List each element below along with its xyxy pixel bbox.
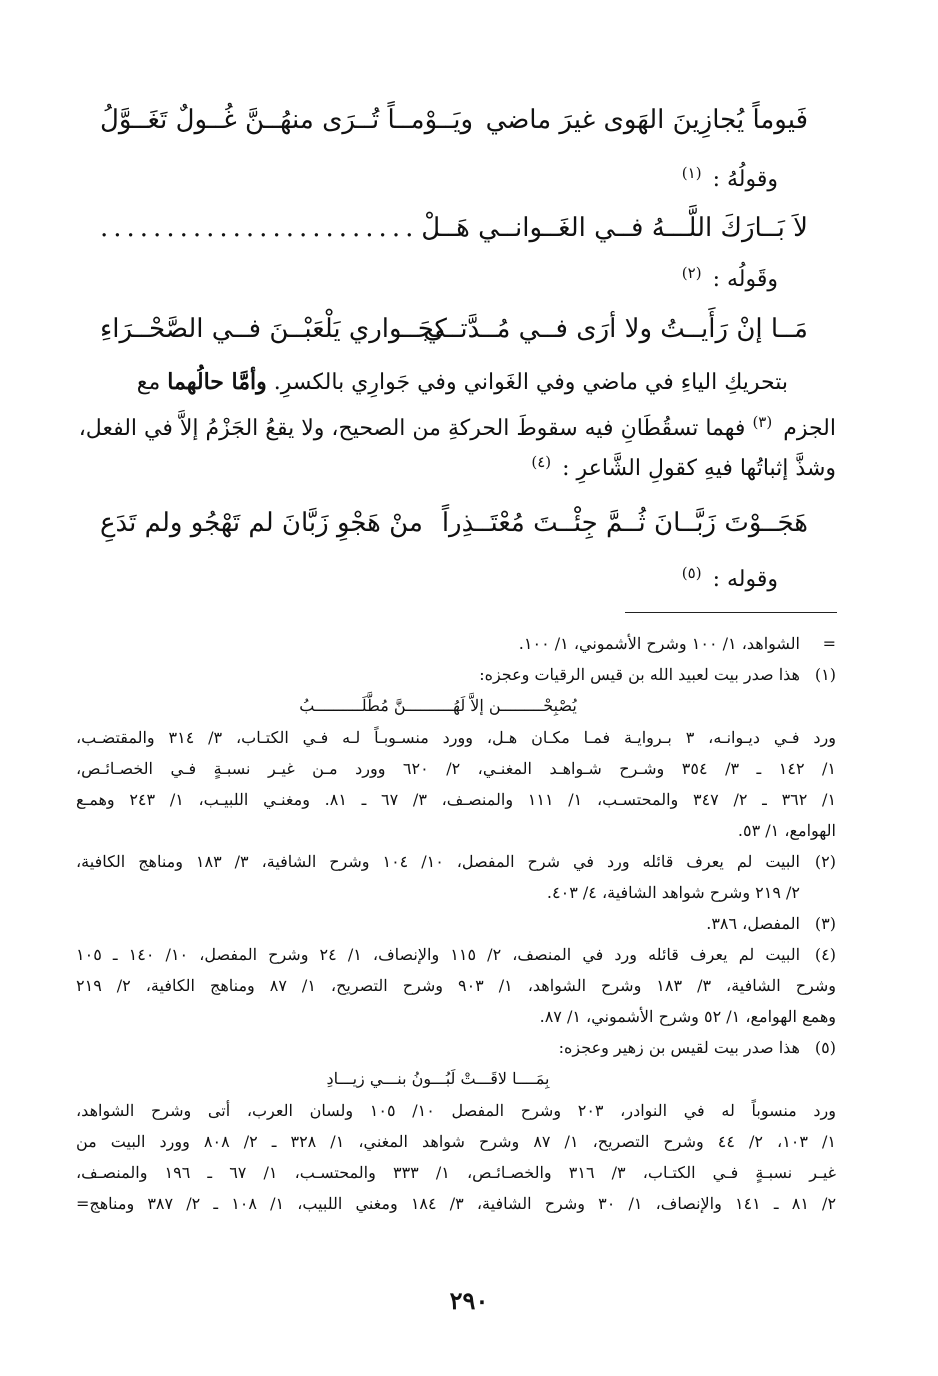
footnote-1-line: ١/ ٣٦٢ ـ ٢/ ٣٤٧ والمحتسـب، ١/ ١١١ والمنصـف، ٣/ ٦٧ ـ ٨١. ومغنـي اللبيـب، ١/ ٢٤٣ وهمـع xyxy=(76,790,837,809)
footnote-3-number: (٣) xyxy=(814,914,836,933)
footnote-5-line: غيـر نسبـةٍ فـي الكتـاب، ٣/ ٣١٦ والخصـائـص، ١/ ٣٣٣ والمحتسـب، ١/ ٦٧ ـ ١٩٦ والمنصـف، xyxy=(76,1163,837,1182)
footnote-3-line: المفصل، ٣٨٦. xyxy=(706,914,800,933)
verse-2-ellipsis: ........................ xyxy=(100,213,419,243)
footnote-separator xyxy=(625,612,837,613)
footnote-5-line: ورد منسوباً له في النوادر، ٢٠٣ وشرح المفصل ١٠/ ١٠٥ ولسان العرب، أتى وشرح الشواهد، xyxy=(76,1101,836,1120)
verse-1 xyxy=(100,97,808,143)
footnote-2-line: ٢/ ٢١٩ وشرح شواهد الشافية، ٤/ ٤٠٣. xyxy=(546,883,800,902)
footnotes xyxy=(76,628,836,1219)
prose-line-1-end: مع xyxy=(136,370,161,395)
verse-3-first-hemistich: مَــا إنْ رَأَيــتُ ولا أرَى فــي مُــدَّتــي xyxy=(423,314,808,344)
footnote-2-line: البيت لم يعرف قائله ورد في شرح المفصل، ١٠/ ١٠٤ وشرح الشافية، ٣/ ١٨٣ ومناهج الكافية، xyxy=(76,852,801,871)
footnote-5-line: ٢/ ٨١ ـ ١٤١ والإنصاف، ١/ ٣٠ وشرح الشافية، ٣/ ١٨٤ ومغني اللبيب، ١/ ١٠٨ ـ ٢/ ٣٨٧ ومناهج= xyxy=(76,1194,837,1213)
verse-1-second-hemistich: ويَــوْمــاً تُــرَى منهُــنَّ غُــولٌ تَغَــوَّلُ xyxy=(100,105,474,135)
footnote-2 xyxy=(76,846,836,908)
prose-line-1 xyxy=(76,362,836,402)
footnote-continuation xyxy=(76,628,836,659)
verse-1-first-hemistich: فَيوماً يُجازِينَ الهَوى غيرَ ماضي xyxy=(485,105,808,135)
prose-line-1-bold: وأمَّا حالُهما xyxy=(167,369,267,395)
footnote-3 xyxy=(76,908,836,939)
continuation-mark: = xyxy=(822,634,836,653)
verse-3-second-hemistich: كجَــواري يَلْعَبْــنَ فــي الصَّحْــرَاءِ xyxy=(100,314,447,344)
footnote-1-line: ورد فـي ديـوانـه، ٣ بـروايـة فمـا مكـان هـل، وورد منسـوبـاً لـه فـي الكتـاب، ٣/ ٣١٤ والمقتضـب، xyxy=(76,728,836,747)
footnote-ref-4: (٤) xyxy=(531,453,552,471)
prose-paragraph xyxy=(76,362,836,482)
footnote-1-line: ١/ ١٤٢ ـ ٣/ ٣٥٤ وشـرح شـواهـد المغنـي، ٢/ ٦٢٠ وورد مـن غيـر نسبـةٍ فـي الخصـائـص، xyxy=(76,759,837,778)
footnote-1-hemistich: يُصْبِحْـــــــــن إلاَّ لَهُــــــــــنَّ مُطَّلَــــــــــبُ xyxy=(299,696,577,715)
footnote-4 xyxy=(76,939,836,1032)
prose-line-3-text: وشذَّ إثباتُها فيهِ كقولِ الشَّاعرِ : xyxy=(562,456,836,481)
prose-line-1-text: بتحريكِ الياءِ في ماضي وفي الغَواني وفي جَوارِي بالكسرِ. xyxy=(273,370,788,395)
footnote-ref-1: (١) xyxy=(681,164,702,182)
intro-3-text: وقوله : xyxy=(712,567,778,592)
prose-line-3 xyxy=(76,442,836,482)
footnote-5 xyxy=(76,1032,836,1219)
footnote-continuation-text: الشواهد، ١/ ١٠٠ وشرح الأشموني، ١/ ١٠٠. xyxy=(518,634,800,653)
footnote-1-number: (١) xyxy=(814,665,836,684)
footnote-4-line: البيت لم يعرف قائله ورد في المنصف، ٢/ ١١٥ والإنصاف، ١/ ٢٤ وشرح المفصل، ١٠/ ١٤٠ ـ ١٠٥ xyxy=(76,945,801,964)
prose-line-2 xyxy=(76,402,836,442)
intro-2-text: وقَولُه : xyxy=(712,267,778,292)
intro-3 xyxy=(682,556,778,597)
footnote-ref-5: (٥) xyxy=(681,564,702,582)
prose-line-2-start: الجزم xyxy=(783,416,836,441)
verse-3 xyxy=(100,306,808,352)
page-number: ٢٩٠ xyxy=(449,1286,489,1315)
verse-2-first-hemistich: لاَ بَــارَكَ اللَّـــهُ فــي الغَــوانــي هَــلْ xyxy=(421,213,808,243)
verse-4-first-hemistich: هَجَــوْتَ زَبَّــانَ ثُــمَّ جِئْــتَ مُعْتَــذِراً xyxy=(441,508,808,538)
footnote-1-line: هذا صدر بيت لعبيد الله بن قيس الرقيات وعجزه: xyxy=(479,665,800,684)
footnote-5-hemistich: بِمَــــا لاقَـــتْ لَبُـــونُ بنـــي زيـــادِ xyxy=(326,1069,550,1088)
footnote-1 xyxy=(76,659,836,846)
footnote-1-line: الهوامع، ١/ ٥٣. xyxy=(737,821,836,840)
verse-4-second-hemistich: منْ هَجْوِ زَبَّانَ لم تَهْجُو ولم تَدَعِ xyxy=(100,508,423,538)
footnote-5-number: (٥) xyxy=(814,1038,836,1057)
prose-line-2-text: فهما تسقُطَانِ فيه سقوطَ الحركةِ من الصحيح، ولا يقعُ الجَزْمُ إلاَّ في الفعل، xyxy=(78,416,746,441)
footnote-2-number: (٢) xyxy=(814,852,836,871)
verse-4 xyxy=(100,500,808,546)
verse-2 xyxy=(100,205,808,251)
intro-2 xyxy=(682,256,778,297)
footnote-4-line: وشرح الشافية، ٣/ ١٨٣ وشرح الشواهد، ١/ ٩٠٣ وشرح التصريح، ١/ ٨٧ ومناهج الكافية، ٢/ ٢١٩ xyxy=(76,976,837,995)
footnote-ref-3: (٣) xyxy=(752,413,773,431)
footnote-ref-2: (٢) xyxy=(681,264,702,282)
footnote-5-line: هذا صدر بيت لقيس بن زهير وعجزه: xyxy=(558,1038,800,1057)
footnote-4-line: وهمع الهوامع، ١/ ٥٢ وشرح الأشموني، ١/ ٨٧. xyxy=(539,1007,836,1026)
footnote-4-number: (٤) xyxy=(814,945,836,964)
intro-1-text: وقولُهُ : xyxy=(712,167,778,192)
intro-1 xyxy=(682,156,778,197)
footnote-5-line: ١/ ١٠٣، ٢/ ٤٤ وشرح التصريح، ١/ ٨٧ وشرح شواهد المغني، ١/ ٣٢٨ ـ ٢/ ٨٠٨ وورد البيت من xyxy=(76,1132,837,1151)
